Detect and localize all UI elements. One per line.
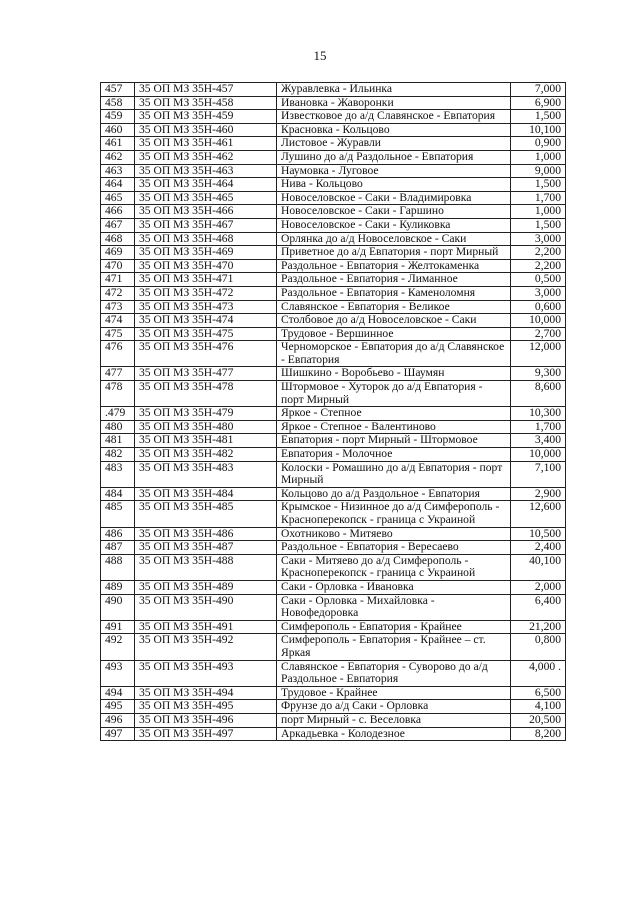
road-length: 0,800 xyxy=(511,634,566,660)
road-code: 35 ОП МЗ 35Н-460 xyxy=(135,123,277,137)
row-number: 495 xyxy=(101,700,135,714)
row-number: 488 xyxy=(101,554,135,580)
road-name: Аркадьевка - Колодезное xyxy=(277,727,511,741)
table-row xyxy=(101,205,566,219)
row-number: 468 xyxy=(101,232,135,246)
road-name: Симферополь - Евпатория - Крайнее xyxy=(277,620,511,634)
road-length: 10,500 xyxy=(511,527,566,541)
row-number: 478 xyxy=(101,381,135,407)
row-number: 477 xyxy=(101,367,135,381)
road-code: 35 ОП МЗ 35Н-497 xyxy=(135,727,277,741)
row-number: 474 xyxy=(101,314,135,328)
row-number: 466 xyxy=(101,205,135,219)
row-number: 460 xyxy=(101,123,135,137)
road-code: 35 ОП МЗ 35Н-475 xyxy=(135,327,277,341)
road-length: 6,500 xyxy=(511,686,566,700)
road-name: Симферополь - Евпатория - Крайнее – ст. Яркая xyxy=(277,634,511,660)
row-number: 472 xyxy=(101,286,135,300)
road-code: 35 ОП МЗ 35Н-463 xyxy=(135,164,277,178)
road-length: 7,100 xyxy=(511,461,566,487)
road-code: 35 ОП МЗ 35Н-469 xyxy=(135,246,277,260)
road-name: Ивановка - Жаворонки xyxy=(277,96,511,110)
road-name: Евпатория - порт Мирный - Штормовое xyxy=(277,434,511,448)
road-length: 1,000 xyxy=(511,205,566,219)
table-row xyxy=(101,218,566,232)
road-length: 8,200 xyxy=(511,727,566,741)
road-length: 10,100 xyxy=(511,123,566,137)
table-row xyxy=(101,580,566,594)
table-row xyxy=(101,434,566,448)
road-code: 35 ОП МЗ 35Н-485 xyxy=(135,501,277,527)
road-code: 35 ОП МЗ 35Н-478 xyxy=(135,381,277,407)
road-name: Раздольное - Евпатория - Желтокаменка xyxy=(277,259,511,273)
road-code: 35 ОП МЗ 35Н-462 xyxy=(135,150,277,164)
table-row xyxy=(101,686,566,700)
row-number: 486 xyxy=(101,527,135,541)
road-code: 35 ОП МЗ 35Н-468 xyxy=(135,232,277,246)
table-row xyxy=(101,232,566,246)
road-code: 35 ОП МЗ 35Н-491 xyxy=(135,620,277,634)
row-number: 462 xyxy=(101,150,135,164)
table-row xyxy=(101,314,566,328)
road-code: 35 ОП МЗ 35Н-482 xyxy=(135,448,277,462)
road-length: 2,900 xyxy=(511,487,566,501)
road-name: Саки - Митяево до а/д Симферополь - Красноперекопск - граница с Украиной xyxy=(277,554,511,580)
table-row xyxy=(101,327,566,341)
table-row xyxy=(101,137,566,151)
table-row xyxy=(101,660,566,686)
row-number: 487 xyxy=(101,541,135,555)
table-row xyxy=(101,96,566,110)
row-number: 471 xyxy=(101,273,135,287)
row-number: 494 xyxy=(101,686,135,700)
road-length: 1,700 xyxy=(511,191,566,205)
road-name: Охотниково - Митяево xyxy=(277,527,511,541)
road-length: 0,600 xyxy=(511,300,566,314)
road-length: 1,500 xyxy=(511,110,566,124)
road-length: 9,000 xyxy=(511,164,566,178)
table-row xyxy=(101,123,566,137)
road-length: 20,500 xyxy=(511,713,566,727)
road-length: 21,200 xyxy=(511,620,566,634)
row-number: 489 xyxy=(101,580,135,594)
road-name: Раздольное - Евпатория - Вересаево xyxy=(277,541,511,555)
row-number: 483 xyxy=(101,461,135,487)
row-number: 470 xyxy=(101,259,135,273)
road-name: Столбовое до а/д Новоселовское - Саки xyxy=(277,314,511,328)
row-number: 464 xyxy=(101,178,135,192)
road-name: Славянское - Евпатория - Великое xyxy=(277,300,511,314)
table-row xyxy=(101,541,566,555)
road-code: 35 ОП МЗ 35Н-492 xyxy=(135,634,277,660)
table-row xyxy=(101,727,566,741)
road-length: 0,900 xyxy=(511,137,566,151)
row-number: 492 xyxy=(101,634,135,660)
roads-table-body xyxy=(101,83,566,741)
road-name: Яркое - Степное xyxy=(277,407,511,421)
row-number: 490 xyxy=(101,594,135,620)
road-name: Шишкино - Воробьево - Шаумян xyxy=(277,367,511,381)
table-row xyxy=(101,286,566,300)
row-number: 484 xyxy=(101,487,135,501)
table-row xyxy=(101,713,566,727)
road-code: 35 ОП МЗ 35Н-457 xyxy=(135,83,277,97)
road-length: 3,000 xyxy=(511,286,566,300)
road-name: Листовое - Журавли xyxy=(277,137,511,151)
road-length: 1,700 xyxy=(511,420,566,434)
row-number: 485 xyxy=(101,501,135,527)
road-name: Евпатория - Молочное xyxy=(277,448,511,462)
road-name: Приветное до а/д Евпатория - порт Мирный xyxy=(277,246,511,260)
road-length: 7,000 xyxy=(511,83,566,97)
road-length: 10,300 xyxy=(511,407,566,421)
road-code: 35 ОП МЗ 35Н-486 xyxy=(135,527,277,541)
road-code: 35 ОП МЗ 35Н-461 xyxy=(135,137,277,151)
road-code: 35 ОП МЗ 35Н-496 xyxy=(135,713,277,727)
road-length: 12,600 xyxy=(511,501,566,527)
road-name: порт Мирный - с. Веселовка xyxy=(277,713,511,727)
road-name: Черноморское - Евпатория до а/д Славянское - Евпатория xyxy=(277,341,511,367)
row-number: 473 xyxy=(101,300,135,314)
row-number: 463 xyxy=(101,164,135,178)
table-row xyxy=(101,420,566,434)
road-code: 35 ОП МЗ 35Н-488 xyxy=(135,554,277,580)
road-length: 12,000 xyxy=(511,341,566,367)
road-length: 1,500 xyxy=(511,178,566,192)
road-name: Яркое - Степное - Валентиново xyxy=(277,420,511,434)
table-row xyxy=(101,367,566,381)
road-length: 9,300 xyxy=(511,367,566,381)
table-row xyxy=(101,620,566,634)
table-row xyxy=(101,259,566,273)
road-length: 3,400 xyxy=(511,434,566,448)
table-row xyxy=(101,83,566,97)
page-number: 15 xyxy=(313,48,327,63)
road-name: Раздольное - Евпатория - Лиманное xyxy=(277,273,511,287)
road-code: 35 ОП МЗ 35Н-464 xyxy=(135,178,277,192)
road-length: 0,500 xyxy=(511,273,566,287)
road-code: 35 ОП МЗ 35Н-483 xyxy=(135,461,277,487)
road-name: Лушино до а/д Раздольное - Евпатория xyxy=(277,150,511,164)
table-row xyxy=(101,594,566,620)
row-number: 493 xyxy=(101,660,135,686)
road-code: 35 ОП МЗ 35Н-495 xyxy=(135,700,277,714)
road-code: 35 ОП МЗ 35Н-493 xyxy=(135,660,277,686)
table-row xyxy=(101,341,566,367)
road-name: Трудовое - Вершинное xyxy=(277,327,511,341)
table-row xyxy=(101,164,566,178)
road-name: Саки - Орловка - Михайловка - Новофедоровка xyxy=(277,594,511,620)
row-number: .479 xyxy=(101,407,135,421)
road-length: 4,000 . xyxy=(511,660,566,686)
table-row xyxy=(101,381,566,407)
table-row xyxy=(101,461,566,487)
table-row xyxy=(101,501,566,527)
road-name: Новоселовское - Саки - Владимировка xyxy=(277,191,511,205)
road-code: 35 ОП МЗ 35Н-494 xyxy=(135,686,277,700)
row-number: 497 xyxy=(101,727,135,741)
road-length: 2,200 xyxy=(511,246,566,260)
road-length: 10,000 xyxy=(511,448,566,462)
row-number: 461 xyxy=(101,137,135,151)
row-number: 467 xyxy=(101,218,135,232)
table-row xyxy=(101,246,566,260)
road-name: Новоселовское - Саки - Гаршино xyxy=(277,205,511,219)
table-row xyxy=(101,487,566,501)
row-number: 481 xyxy=(101,434,135,448)
road-code: 35 ОП МЗ 35Н-480 xyxy=(135,420,277,434)
road-code: 35 ОП МЗ 35Н-484 xyxy=(135,487,277,501)
row-number: 457 xyxy=(101,83,135,97)
row-number: 458 xyxy=(101,96,135,110)
road-length: 1,000 xyxy=(511,150,566,164)
row-number: 496 xyxy=(101,713,135,727)
road-name: Красновка - Кольцово xyxy=(277,123,511,137)
road-name: Колоски - Ромашино до а/д Евпатория - порт Мирный xyxy=(277,461,511,487)
table-row xyxy=(101,273,566,287)
road-length: 10,000 xyxy=(511,314,566,328)
road-length: 6,400 xyxy=(511,594,566,620)
road-length: 3,000 xyxy=(511,232,566,246)
road-name: Кольцово до а/д Раздольное - Евпатория xyxy=(277,487,511,501)
road-length: 8,600 xyxy=(511,381,566,407)
road-name: Наумовка - Луговое xyxy=(277,164,511,178)
road-length: 40,100 xyxy=(511,554,566,580)
road-name: Трудовое - Крайнее xyxy=(277,686,511,700)
road-code: 35 ОП МЗ 35Н-474 xyxy=(135,314,277,328)
road-code: 35 ОП МЗ 35Н-490 xyxy=(135,594,277,620)
road-name: Славянское - Евпатория - Суворово до а/д Раздольное - Евпатория xyxy=(277,660,511,686)
road-name: Журавлевка - Ильинка xyxy=(277,83,511,97)
road-name: Фрунзе до а/д Саки - Орловка xyxy=(277,700,511,714)
row-number: 480 xyxy=(101,420,135,434)
table-row xyxy=(101,448,566,462)
road-code: 35 ОП МЗ 35Н-487 xyxy=(135,541,277,555)
row-number: 491 xyxy=(101,620,135,634)
road-length: 6,900 xyxy=(511,96,566,110)
road-code: 35 ОП МЗ 35Н-489 xyxy=(135,580,277,594)
road-name: Штормовое - Хуторок до а/д Евпатория - порт Мирный xyxy=(277,381,511,407)
table-row xyxy=(101,634,566,660)
table-row xyxy=(101,300,566,314)
road-code: 35 ОП МЗ 35Н-473 xyxy=(135,300,277,314)
road-length: 2,200 xyxy=(511,259,566,273)
table-row xyxy=(101,191,566,205)
road-code: 35 ОП МЗ 35Н-479 xyxy=(135,407,277,421)
row-number: 469 xyxy=(101,246,135,260)
road-length: 2,400 xyxy=(511,541,566,555)
road-code: 35 ОП МЗ 35Н-466 xyxy=(135,205,277,219)
road-name: Нива - Кольцово xyxy=(277,178,511,192)
table-row xyxy=(101,554,566,580)
row-number: 482 xyxy=(101,448,135,462)
roads-table xyxy=(100,82,566,741)
road-length: 4,100 xyxy=(511,700,566,714)
row-number: 459 xyxy=(101,110,135,124)
row-number: 475 xyxy=(101,327,135,341)
road-name: Известковое до а/д Славянское - Евпатория xyxy=(277,110,511,124)
table-row xyxy=(101,700,566,714)
row-number: 476 xyxy=(101,341,135,367)
road-code: 35 ОП МЗ 35Н-459 xyxy=(135,110,277,124)
table-row xyxy=(101,407,566,421)
road-code: 35 ОП МЗ 35Н-472 xyxy=(135,286,277,300)
road-name: Раздольное - Евпатория - Каменоломня xyxy=(277,286,511,300)
table-row xyxy=(101,178,566,192)
road-name: Орлянка до а/д Новоселовское - Саки xyxy=(277,232,511,246)
table-row xyxy=(101,150,566,164)
road-name: Саки - Орловка - Ивановка xyxy=(277,580,511,594)
road-code: 35 ОП МЗ 35Н-481 xyxy=(135,434,277,448)
table-row xyxy=(101,527,566,541)
road-code: 35 ОП МЗ 35Н-467 xyxy=(135,218,277,232)
road-name: Новоселовское - Саки - Куликовка xyxy=(277,218,511,232)
road-length: 2,700 xyxy=(511,327,566,341)
road-length: 1,500 xyxy=(511,218,566,232)
table-row xyxy=(101,110,566,124)
road-code: 35 ОП МЗ 35Н-476 xyxy=(135,341,277,367)
row-number: 465 xyxy=(101,191,135,205)
road-code: 35 ОП МЗ 35Н-465 xyxy=(135,191,277,205)
road-code: 35 ОП МЗ 35Н-458 xyxy=(135,96,277,110)
road-code: 35 ОП МЗ 35Н-477 xyxy=(135,367,277,381)
road-length: 2,000 xyxy=(511,580,566,594)
road-code: 35 ОП МЗ 35Н-470 xyxy=(135,259,277,273)
road-name: Крымское - Низинное до а/д Симферополь - Красноперекопск - граница с Украиной xyxy=(277,501,511,527)
road-code: 35 ОП МЗ 35Н-471 xyxy=(135,273,277,287)
